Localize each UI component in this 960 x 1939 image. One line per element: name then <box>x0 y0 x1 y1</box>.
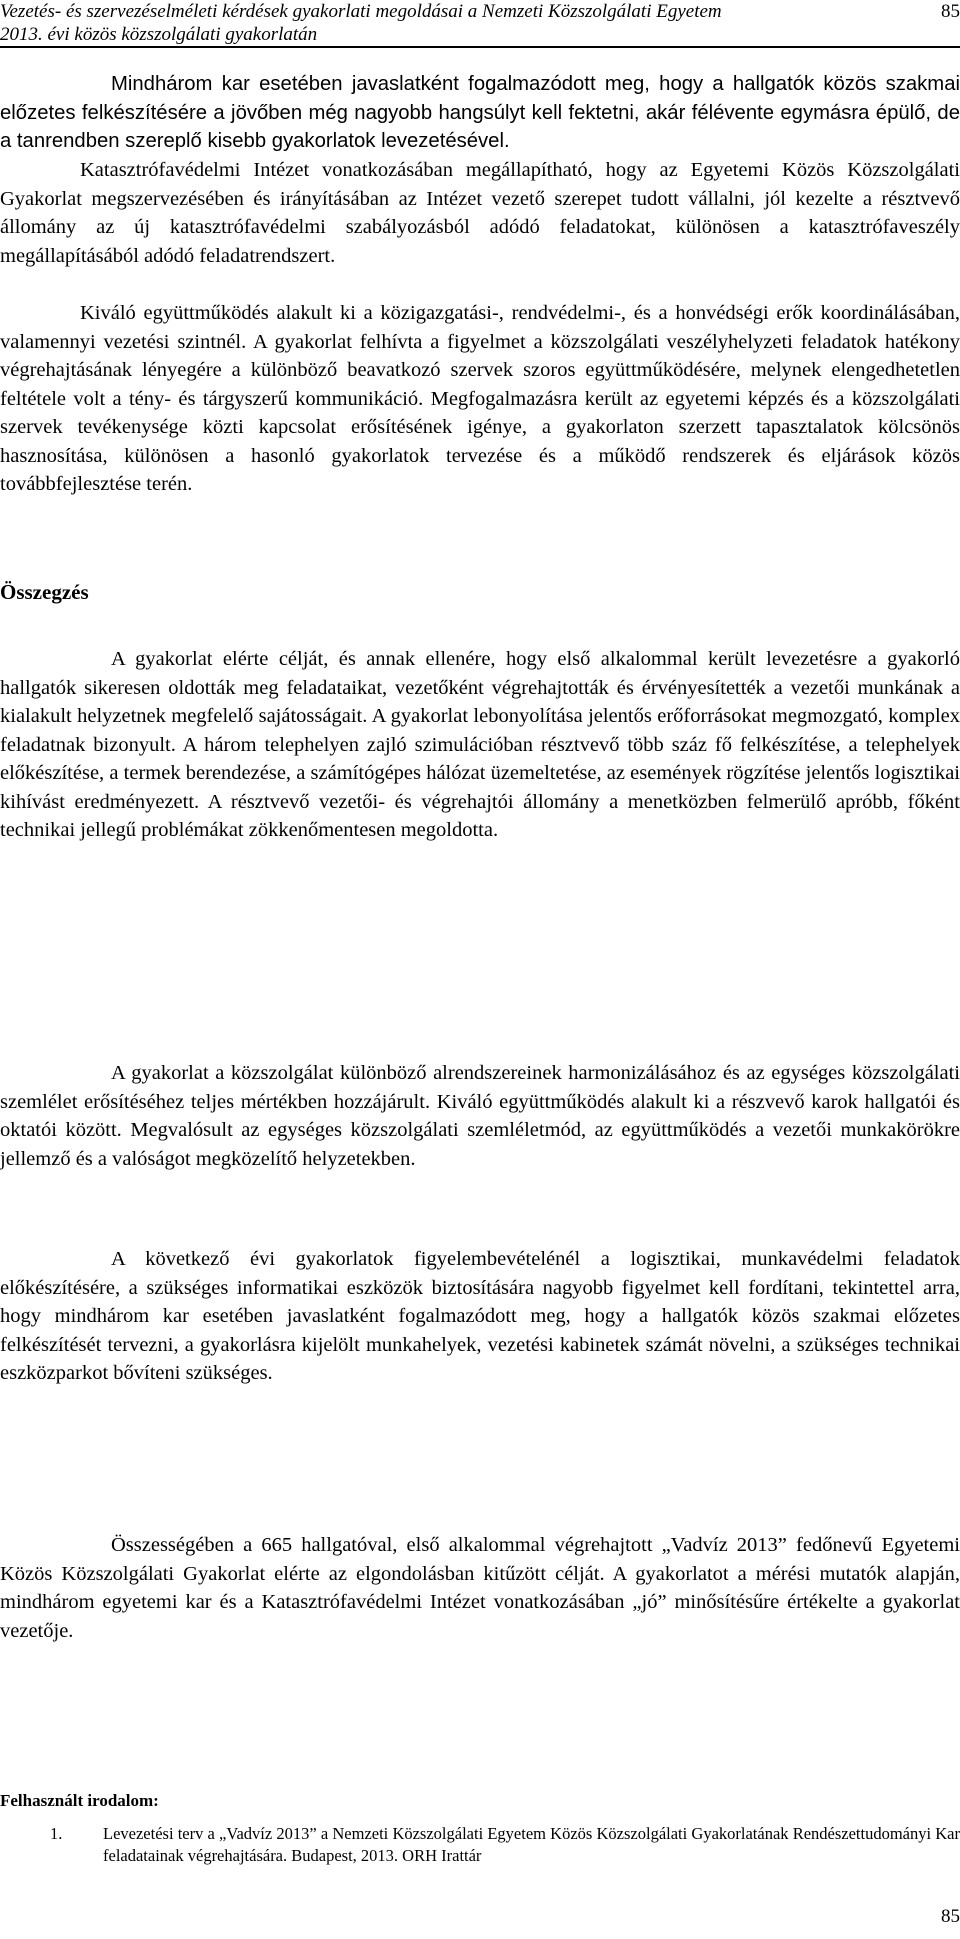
footer-page-number: 85 <box>941 1906 960 1927</box>
intro-paragraph-2: Katasztrófavédelmi Intézet vonatkozásában megállapítható, hogy az Egyetemi Közös Közszolgálati Gyakorlat megszervezésében és irányításában az Intézet vezető szerepet tudott vállalni, jól kezelte a résztvevő állomány az új katasztrófavédelmi szabályozásból adódó feladatokat, különösen a katasztrófaveszély megállapításából adódó feladatrendszert. <box>0 159 960 267</box>
intro-paragraph-3: Kiváló együttműködés alakult ki a közigazgatási-, rendvédelmi-, és a honvédségi erők koordinálásában, valamennyi vezetési szintnél. A gyakorlat felhívta a figyelmet a közszolgálati veszélyhelyzeti feladatok hatékony végrehajtásának lényegére a különböző beavatkozó szervek szoros együttműködésére, melynek elengedhetetlen feltétele volt a tény- és tárgyszerű kommunikáció. Megfogalmazásra került az egyetemi képzés és a közszolgálati szervek tevékenysége közti kapcsolat erősítésének igénye, a gyakorlaton szerzett tapasztalatok kölcsönös hasznosítása, különösen a hasonló gyakorlatok tervezése és a működő rendszerek és eljárások közös továbbfejlesztése terén. <box>0 302 960 495</box>
summary-paragraph-1: A gyakorlat elérte célját, és annak ellenére, hogy első alkalommal került levezetésre a gyakorló hallgatók sikeresen oldották meg feladataikat, vezetőként végrehajtották és érvényesítették a vezetői munkának a kialakult helyzetnek megfelelő sajátosságait. A gyakorlat lebonyolítása jelentős erőforrásokat megmozgató, komplex feladatnak bizonyult. A három telephelyen zajló szimulációban résztvevő több száz fő felkészítése, a telephelyek előkészítése, a termek berendezése, a számítógépes hálózat üzemeltetése, az események rögzítése jelentős logisztikai kihívást eredményezett. A résztvevő vezetői- és végrehajtói állomány a menetközben felmerülő apróbb, főként technikai jellegű problémákat zökkenőmentesen megoldotta. <box>0 648 960 841</box>
section-heading: Összegzés <box>0 580 89 604</box>
reference-number: 1. <box>50 1824 63 1843</box>
intro-paragraph-1: Mindhárom kar esetében javaslatként fogalmazódott meg, hogy a hallgatók közös szakmai előzetes felkészítésére a jövőben még nagyobb hangsúlyt kell fektetni, akár félévente egymásra épülő, de a tanrendben szereplő kisebb gyakorlatok levezetésével. <box>0 73 960 152</box>
summary-paragraph-2: A gyakorlat a közszolgálat különböző alrendszereinek harmonizálásához és az egységes közszolgálati szemlélet erősítéséhez teljes mértékben hozzájárult. Kiváló együttműködés alakult ki a részvevő karok hallgatói és oktatói között. Megvalósult az egységes közszolgálati szemléletmód, az együttműködés a vezetői munkakörökre jellemző és a valóságot megközelítő helyzetekben. <box>0 1062 960 1170</box>
header-divider <box>0 46 960 48</box>
summary-paragraph-3: A következő évi gyakorlatok figyelembevételénél a logisztikai, munkavédelmi feladatok előkészítésére, a szükséges informatikai eszközök biztosítására nagyobb figyelmet kell fordítani, tekintettel arra, hogy mindhárom kar esetében javaslatként fogalmazódott meg, hogy a hallgatók közös szakmai előzetes felkészítését tervezni, a gyakorlásra kijelölt munkahelyek, vezetési kabinetek számát növelni, a szükséges technikai eszközparkot bővíteni szükséges. <box>0 1248 960 1384</box>
reference-text: Levezetési terv a „Vadvíz 2013” a Nemzeti Közszolgálati Egyetem Közös Közszolgálati Gyakorlatának Rendészettudományi Kar feladatainak végrehajtására. Budapest, 2013. ORH Irattár <box>103 1824 960 1865</box>
references-heading: Felhasznált irodalom: <box>0 1791 159 1810</box>
header-line-2: 2013. évi közös közszolgálati gyakorlatán <box>0 24 318 45</box>
summary-paragraph-4: Összességében a 665 hallgatóval, első alkalommal végrehajtott „Vadvíz 2013” fedőnevű Egyetemi Közös Közszolgálati Gyakorlat elérte az elgondolásban kitűzött célját. A gyakorlatot a mérési mutatók alapján, mindhárom egyetemi kar és a Katasztrófavédelmi Intézet vonatkozásában „jó” minősítésűre értékelte a gyakorlat vezetője. <box>0 1534 960 1642</box>
header-title <box>0 0 722 46</box>
page-header <box>0 0 960 46</box>
header-line-1: Vezetés- és szervezéselméleti kérdések gyakorlati megoldásai a Nemzeti Közszolgálati Egyetem <box>0 1 722 22</box>
header-page-number: 85 <box>941 1 960 22</box>
